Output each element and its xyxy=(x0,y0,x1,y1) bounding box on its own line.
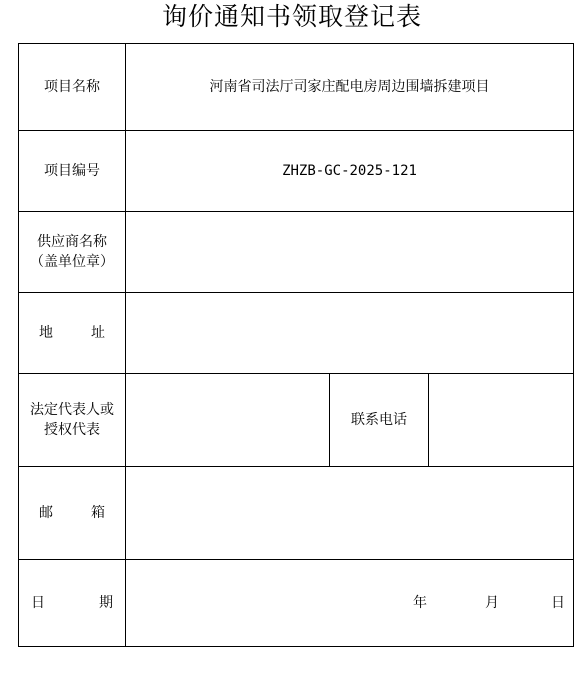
legal-rep-value[interactable] xyxy=(126,374,330,467)
supplier-label-line1: 供应商名称 xyxy=(37,234,107,250)
address-label xyxy=(19,293,126,374)
legal-rep-label xyxy=(19,374,126,467)
row-project-number xyxy=(19,131,574,212)
address-value[interactable] xyxy=(126,293,574,374)
row-date xyxy=(19,560,574,647)
date-label-char1: 日 xyxy=(31,595,45,611)
email-label xyxy=(19,467,126,560)
email-label-spread xyxy=(19,503,125,523)
email-label-char2: 箱 xyxy=(91,505,105,521)
project-name-value: 河南省司法厅司家庄配电房周边围墙拆建项目 xyxy=(126,44,574,131)
project-number-value: ZHZB-GC-2025-121 xyxy=(126,131,574,212)
legal-rep-label-line1: 法定代表人或 xyxy=(30,402,114,418)
project-number-label: 项目编号 xyxy=(19,131,126,212)
supplier-label-line2: （盖单位章） xyxy=(30,254,114,270)
phone-value[interactable] xyxy=(429,374,574,467)
page-title: 询价通知书领取登记表 xyxy=(161,2,422,31)
row-supplier xyxy=(19,212,574,293)
email-value[interactable] xyxy=(126,467,574,560)
date-year-label: 年 xyxy=(413,595,428,611)
row-email xyxy=(19,467,574,560)
address-label-char2: 址 xyxy=(91,325,105,341)
phone-label: 联系电话 xyxy=(330,374,429,467)
email-label-char1: 邮 xyxy=(39,505,53,521)
row-project-name xyxy=(19,44,574,131)
row-legal-representative xyxy=(19,374,574,467)
legal-rep-label-line2: 授权代表 xyxy=(44,422,100,438)
supplier-label xyxy=(19,212,126,293)
supplier-value[interactable] xyxy=(126,212,574,293)
date-month-label: 月 xyxy=(485,595,500,611)
date-label xyxy=(19,560,126,647)
row-address xyxy=(19,293,574,374)
project-name-label: 项目名称 xyxy=(19,44,126,131)
date-label-char2: 期 xyxy=(99,595,113,611)
date-label-spread xyxy=(19,593,125,613)
address-label-char1: 地 xyxy=(39,325,53,341)
date-value[interactable] xyxy=(126,560,574,647)
registration-form-table xyxy=(18,43,574,647)
address-label-spread xyxy=(19,323,125,343)
date-day-label: 日 xyxy=(551,595,566,611)
